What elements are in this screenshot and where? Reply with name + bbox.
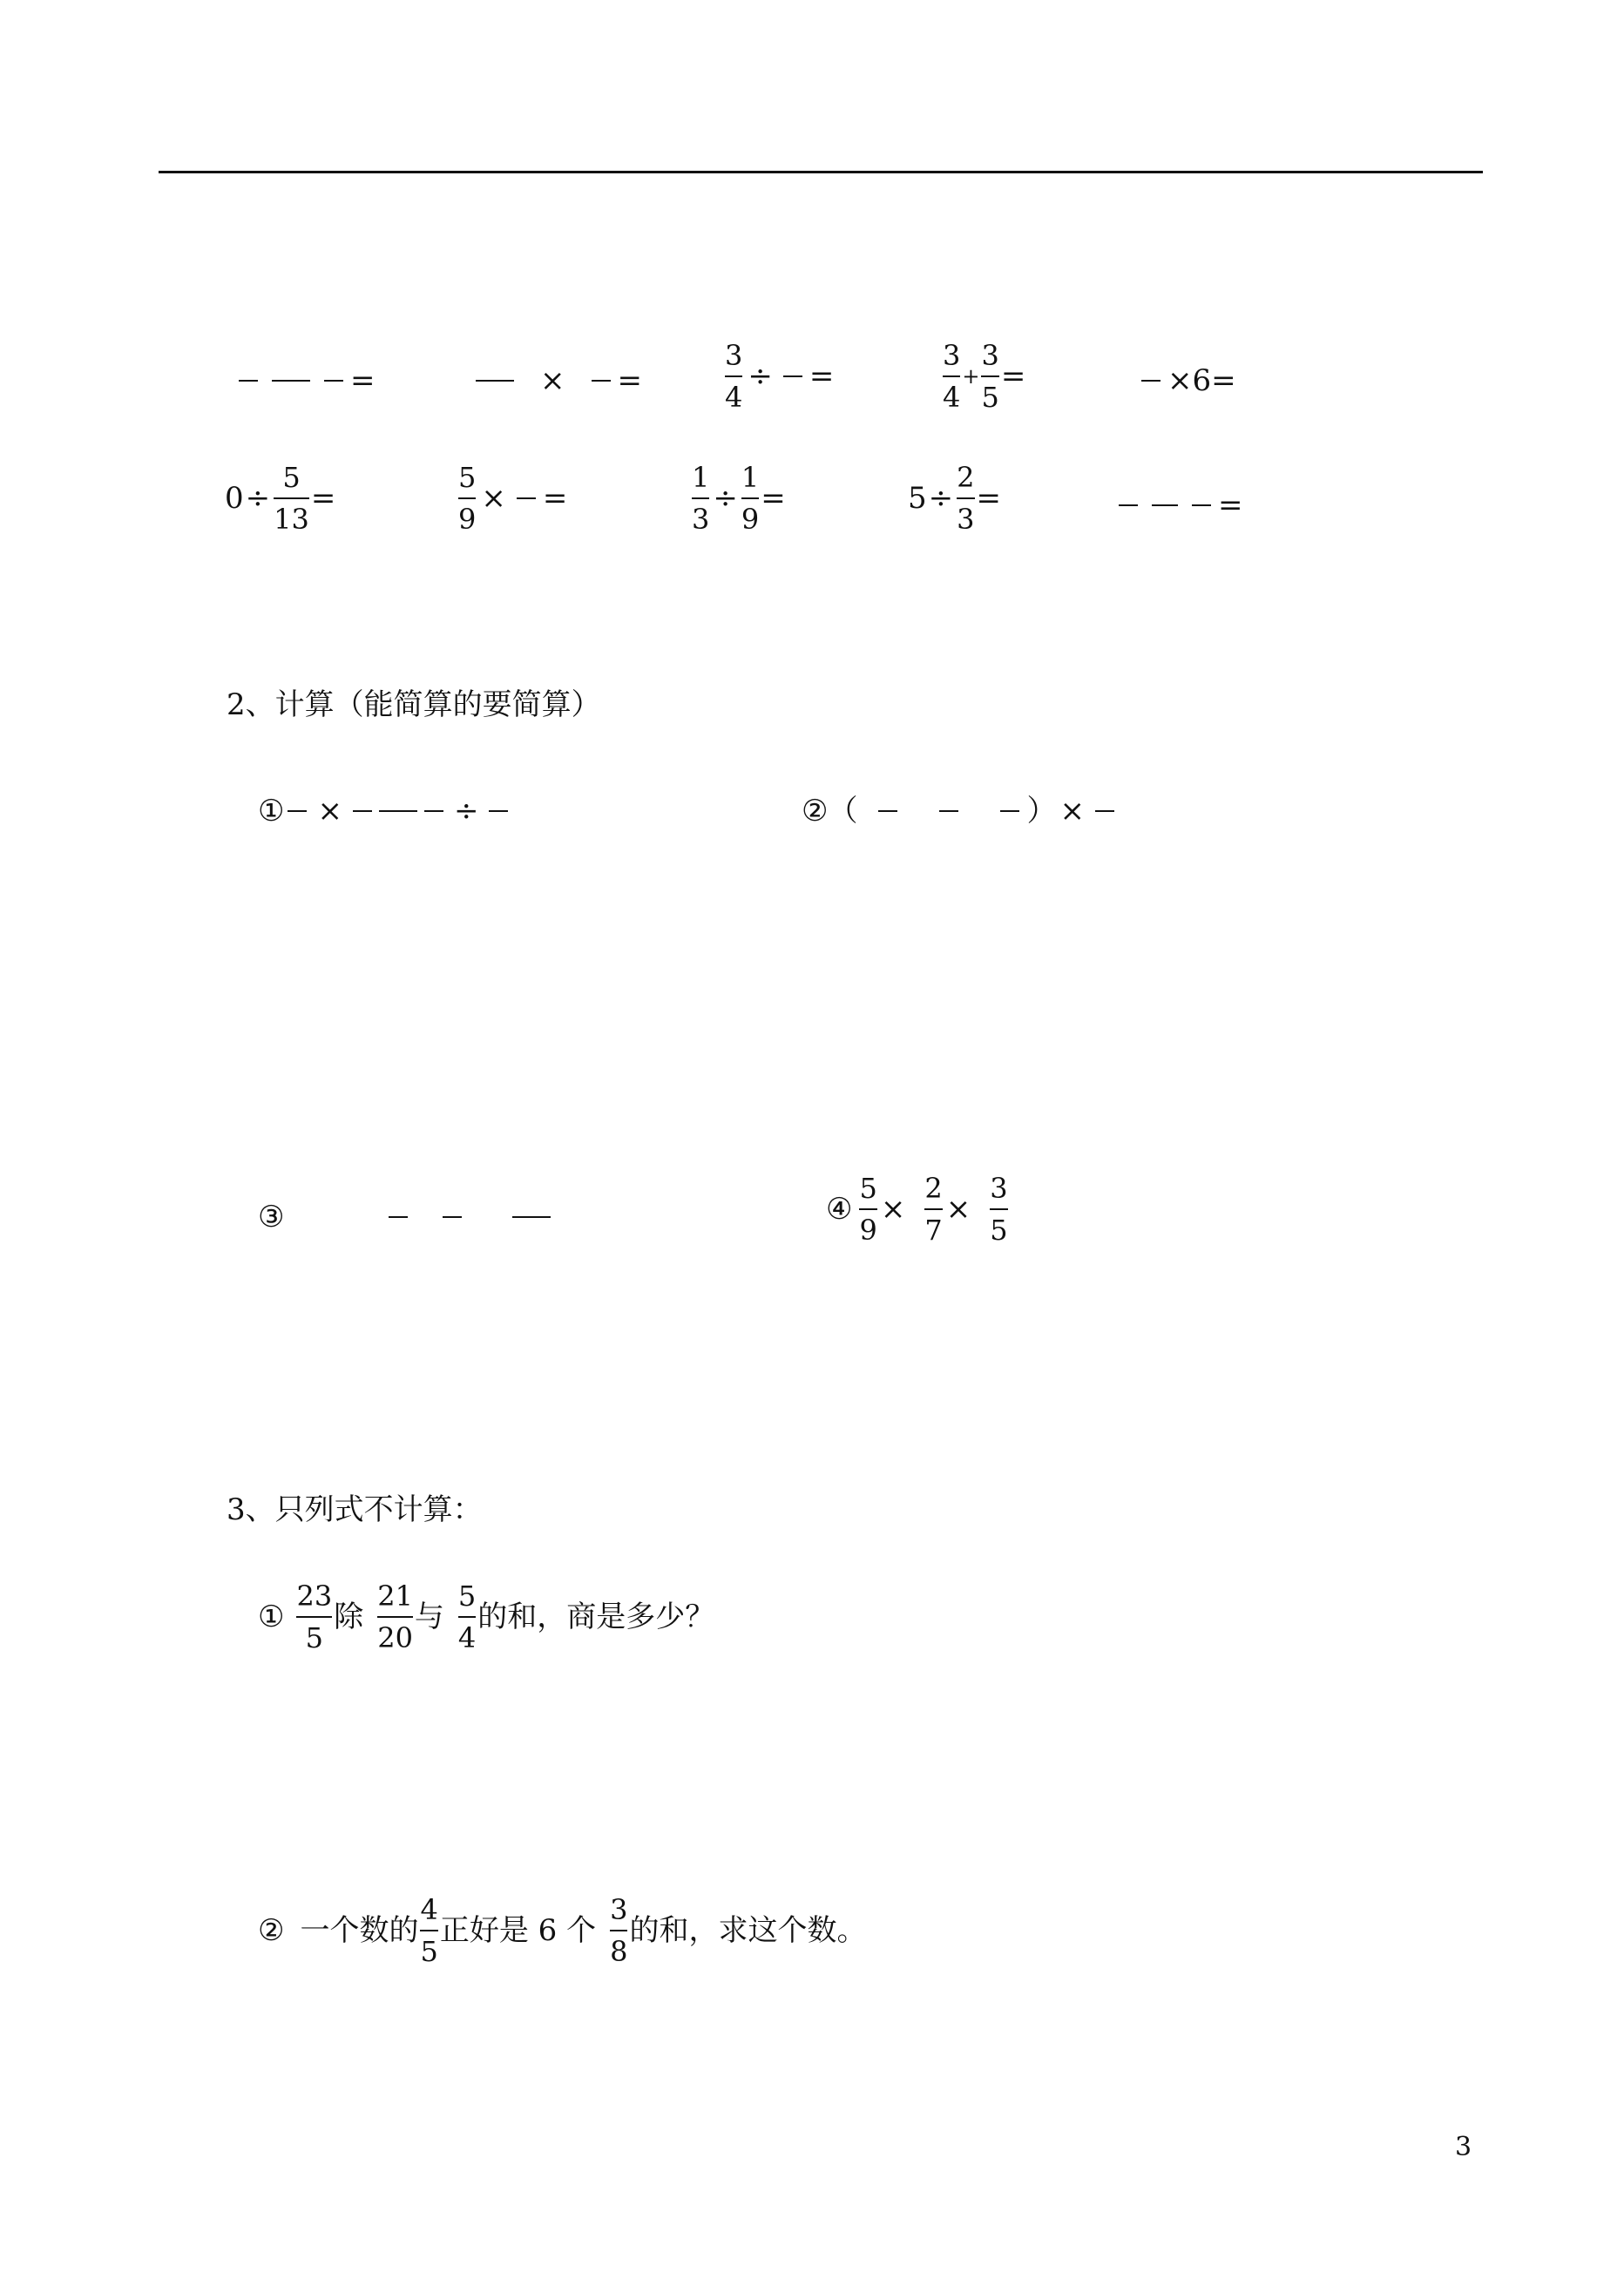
question-text: 除	[334, 1600, 364, 1634]
denominator: 3	[692, 503, 710, 536]
circled-number: ①	[258, 1600, 285, 1634]
section-3-heading: 3、只列式不计算：	[227, 1492, 483, 1527]
denominator: 13	[274, 503, 309, 536]
divide-sign: ÷	[748, 359, 773, 394]
circled-number: ④	[826, 1192, 853, 1227]
equals-sign: =	[542, 481, 568, 516]
numerator: 4	[420, 1893, 438, 1926]
denominator: 7	[924, 1214, 943, 1247]
blank-fraction	[512, 1216, 551, 1218]
fraction	[610, 1892, 627, 1969]
denominator: 20	[377, 1621, 413, 1654]
denominator: 5	[981, 381, 999, 414]
times-sign: ×	[540, 363, 565, 398]
fraction	[725, 338, 742, 415]
r1-problem-5	[1134, 363, 1236, 398]
numerator: 2	[957, 461, 975, 494]
numerator: 5	[282, 461, 301, 494]
blank-fraction	[1192, 504, 1211, 506]
blank-fraction	[592, 380, 611, 382]
number: 6	[1192, 363, 1212, 398]
numerator: 3	[725, 339, 743, 372]
s2-question-1	[258, 794, 515, 829]
blank-fraction	[878, 810, 897, 812]
equals-sign: =	[1000, 359, 1026, 394]
fraction	[924, 1171, 942, 1248]
blank-fraction	[353, 810, 372, 812]
times-sign: ×	[1167, 363, 1193, 398]
times-sign: ×	[481, 481, 506, 516]
fraction	[274, 460, 309, 537]
blank-fraction	[379, 810, 417, 812]
equals-sign: =	[1218, 488, 1243, 523]
s2-question-2	[802, 794, 1121, 829]
blank-fraction	[443, 1216, 462, 1218]
divide-sign: ÷	[713, 481, 738, 516]
r1-problem-2	[469, 363, 642, 398]
denominator: 5	[305, 1621, 324, 1654]
times-sign: ×	[945, 1192, 971, 1227]
blank-fraction	[324, 380, 343, 382]
numerator: 5	[457, 1579, 477, 1613]
fraction	[420, 1892, 437, 1969]
circled-number: ②	[802, 794, 829, 829]
blank-fraction	[517, 497, 536, 499]
fraction	[990, 1171, 1007, 1248]
blank-fraction	[1095, 810, 1114, 812]
denominator: 4	[725, 381, 743, 414]
fraction	[458, 1579, 476, 1655]
number: 5	[908, 481, 927, 516]
times-sign: ×	[1059, 794, 1085, 829]
denominator: 9	[458, 503, 477, 536]
right-paren: ）	[1026, 794, 1057, 829]
denominator: 5	[990, 1214, 1008, 1247]
numerator: 23	[296, 1579, 333, 1613]
numerator: 3	[943, 339, 961, 372]
fraction	[458, 460, 476, 537]
numerator: 3	[981, 339, 999, 372]
equals-sign: =	[976, 481, 1001, 516]
denominator: 9	[741, 503, 760, 536]
section-2-heading: 2、计算（能简算的要简算）	[227, 687, 601, 722]
blank-fraction	[424, 810, 443, 812]
circled-number: ①	[258, 794, 285, 829]
r1-problem-1	[232, 363, 376, 398]
divide-sign: ÷	[453, 794, 479, 829]
s2-question-3	[258, 1202, 558, 1232]
blank-fraction	[239, 380, 258, 382]
denominator: 3	[957, 503, 975, 536]
question-text: 的和，求这个数。	[629, 1913, 867, 1948]
divide-sign: ÷	[928, 481, 954, 516]
denominator: 4	[943, 381, 961, 414]
numerator: 5	[859, 1172, 877, 1205]
divide-sign: ÷	[245, 481, 271, 516]
r1-problem-3	[723, 338, 834, 415]
numerator: 3	[610, 1893, 628, 1926]
r2-problem-2	[457, 460, 567, 537]
r2-problem-1	[225, 460, 335, 537]
fraction	[859, 1171, 876, 1248]
circled-number: ③	[258, 1200, 285, 1234]
blank-fraction	[783, 375, 802, 377]
blank-fraction	[1119, 504, 1138, 506]
fraction	[981, 338, 998, 415]
r2-problem-3	[690, 460, 786, 537]
plus-sign: +	[962, 364, 980, 389]
blank-fraction	[939, 810, 958, 812]
equals-sign: =	[761, 481, 786, 516]
equals-sign: =	[809, 359, 835, 394]
times-sign: ×	[880, 1192, 906, 1227]
equals-sign: =	[1211, 363, 1236, 398]
blank-fraction	[1152, 504, 1178, 506]
fraction	[377, 1579, 413, 1655]
denominator: 5	[420, 1935, 438, 1968]
fraction	[957, 460, 974, 537]
page-number: 3	[1455, 2132, 1472, 2162]
denominator: 9	[859, 1214, 877, 1247]
fraction	[692, 460, 709, 537]
equals-sign: =	[310, 481, 336, 516]
r1-problem-4	[941, 338, 1025, 415]
question-text: 与	[414, 1600, 444, 1634]
question-text: 的和，商是多少？	[477, 1600, 715, 1634]
denominator: 4	[457, 1621, 477, 1654]
s2-question-4	[826, 1171, 1010, 1248]
fraction	[741, 460, 759, 537]
numerator: 1	[692, 461, 710, 494]
header-rule	[159, 171, 1483, 173]
left-paren: （	[828, 794, 858, 829]
numerator: 5	[458, 461, 477, 494]
blank-fraction	[1141, 380, 1160, 382]
circled-number: ②	[258, 1913, 285, 1948]
numerator: 1	[741, 461, 760, 494]
r2-problem-5	[1112, 488, 1243, 523]
fraction	[296, 1579, 332, 1655]
blank-fraction	[272, 380, 310, 382]
fraction	[943, 338, 960, 415]
blank-fraction	[489, 810, 508, 812]
blank-fraction	[1000, 810, 1019, 812]
s3-question-2	[258, 1892, 866, 1969]
question-text: 正好是 6 个	[439, 1913, 597, 1948]
equals-sign: =	[350, 363, 376, 398]
number: 0	[225, 481, 244, 516]
r2-problem-4	[908, 460, 1001, 537]
question-text: 一个数的	[300, 1913, 419, 1948]
blank-fraction	[288, 810, 307, 812]
s3-question-1	[258, 1579, 714, 1655]
equals-sign: =	[617, 363, 642, 398]
numerator: 2	[924, 1172, 943, 1205]
numerator: 21	[377, 1579, 413, 1613]
blank-fraction	[389, 1216, 408, 1218]
blank-fraction	[476, 380, 514, 382]
times-sign: ×	[317, 794, 342, 829]
numerator: 3	[990, 1172, 1008, 1205]
denominator: 8	[610, 1935, 628, 1968]
